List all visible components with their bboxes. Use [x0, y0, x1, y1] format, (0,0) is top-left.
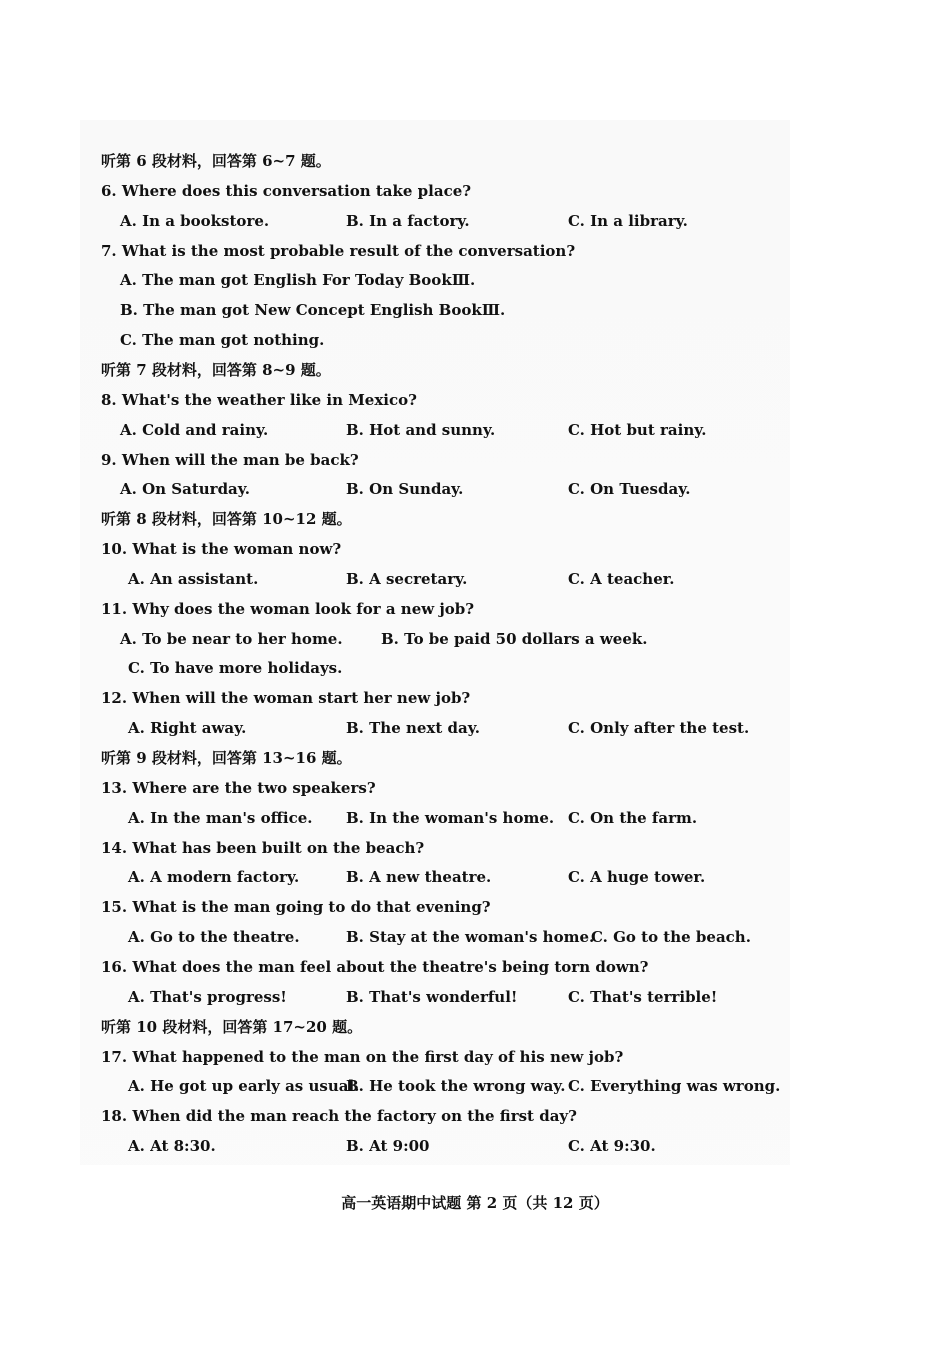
answer-option-b: B. A new theatre.	[346, 868, 492, 886]
answer-option: C. The man got nothing.	[120, 331, 325, 349]
question-stem: 6. Where does this conversation take place?	[101, 182, 472, 200]
answer-option-a: A. Go to the theatre.	[128, 928, 300, 946]
answer-option-a: A. At 8:30.	[128, 1137, 216, 1155]
answer-option-c: C. Go to the beach.	[591, 928, 751, 946]
question-stem: 10. What is the woman now?	[101, 540, 342, 558]
footer-text: 高一英语期中试题 第 2 页（共 12 页）	[341, 1194, 609, 1212]
answer-option-a: A. On Saturday.	[120, 480, 250, 498]
answer-option: C. To have more holidays.	[128, 659, 343, 677]
answer-option-b: B. In a factory.	[346, 212, 470, 230]
question-stem: 18. When did the man reach the factory on the first day?	[101, 1107, 577, 1125]
answer-option-c: C. A huge tower.	[568, 868, 706, 886]
answer-option-a: A. To be near to her home.	[120, 630, 343, 648]
section-heading: 听第 6 段材料，回答第 6~7 题。	[101, 152, 331, 170]
answer-option-c: C. At 9:30.	[568, 1137, 656, 1155]
answer-option-c: C. On the farm.	[568, 809, 698, 827]
answer-option: A. The man got English For Today BookⅢ.	[120, 271, 476, 289]
answer-option-a: A. In a bookstore.	[120, 212, 270, 230]
question-stem: 9. When will the man be back?	[101, 451, 359, 469]
section-heading: 听第 9 段材料，回答第 13~16 题。	[101, 749, 352, 767]
answer-option-c: C. On Tuesday.	[568, 480, 691, 498]
question-stem: 11. Why does the woman look for a new job?	[101, 600, 475, 618]
question-stem: 14. What has been built on the beach?	[101, 839, 425, 857]
question-stem: 15. What is the man going to do that evening?	[101, 898, 491, 916]
answer-option-a: A. He got up early as usual.	[128, 1077, 360, 1095]
answer-option-a: A. That's progress!	[128, 988, 287, 1006]
answer-option-b: B. The next day.	[346, 719, 480, 737]
answer-option: B. The man got New Concept English BookⅢ.	[120, 301, 506, 319]
question-stem: 8. What's the weather like in Mexico?	[101, 391, 417, 409]
question-stem: 7. What is the most probable result of the conversation?	[101, 242, 576, 260]
section-heading: 听第 10 段材料，回答第 17~20 题。	[101, 1018, 363, 1036]
answer-option-a: A. An assistant.	[128, 570, 259, 588]
answer-option-b: B. On Sunday.	[346, 480, 464, 498]
answer-option-c: C. That's terrible!	[568, 988, 718, 1006]
answer-option-b: B. A secretary.	[346, 570, 468, 588]
answer-option-c: C. In a library.	[568, 212, 688, 230]
answer-option-b: B. To be paid 50 dollars a week.	[381, 630, 648, 648]
page-footer	[0, 1192, 950, 1213]
section-heading: 听第 8 段材料，回答第 10~12 题。	[101, 510, 352, 528]
answer-option-b: B. Hot and sunny.	[346, 421, 496, 439]
answer-option-a: A. In the man's office.	[128, 809, 313, 827]
answer-option-c: C. Only after the test.	[568, 719, 750, 737]
question-stem: 12. When will the woman start her new job?	[101, 689, 471, 707]
answer-option-b: B. He took the wrong way.	[346, 1077, 566, 1095]
answer-option-c: C. Hot but rainy.	[568, 421, 707, 439]
answer-option-b: B. At 9:00	[346, 1137, 430, 1155]
question-stem: 17. What happened to the man on the first day of his new job?	[101, 1048, 624, 1066]
answer-option-a: A. A modern factory.	[128, 868, 300, 886]
answer-option-b: B. That's wonderful!	[346, 988, 518, 1006]
question-stem: 16. What does the man feel about the theatre's being torn down?	[101, 958, 649, 976]
question-stem: 13. Where are the two speakers?	[101, 779, 376, 797]
answer-option-c: C. Everything was wrong.	[568, 1077, 781, 1095]
answer-option-a: A. Right away.	[128, 719, 247, 737]
section-heading: 听第 7 段材料，回答第 8~9 题。	[101, 361, 331, 379]
answer-option-c: C. A teacher.	[568, 570, 675, 588]
answer-option-b: B. Stay at the woman's home.	[346, 928, 595, 946]
answer-option-a: A. Cold and rainy.	[120, 421, 269, 439]
answer-option-b: B. In the woman's home.	[346, 809, 555, 827]
